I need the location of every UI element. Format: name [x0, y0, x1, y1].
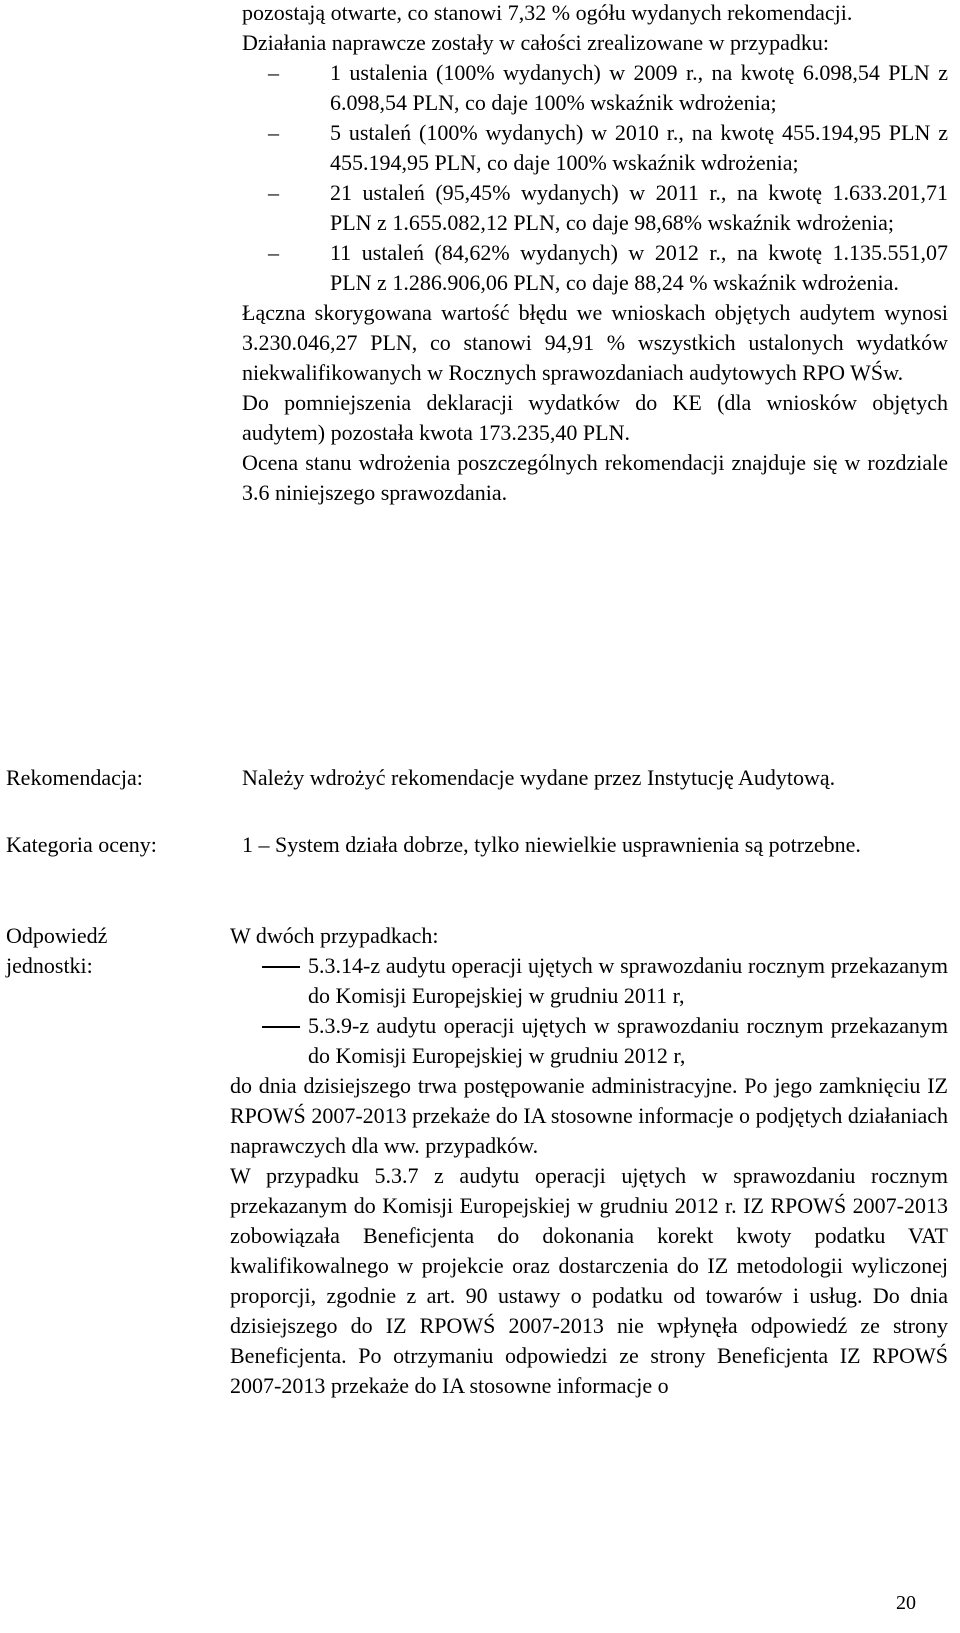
response-label [6, 921, 216, 981]
list-item-text: 21 ustaleń (95,45% wydanych) w 2011 r., na kwotę 1.633.201,71 PLN z 1.655.082,12 PLN, co daje 98,68% wskaźnik wdrożenia; [330, 180, 948, 235]
list-item [242, 238, 948, 298]
list-item [230, 1011, 948, 1071]
list-item [242, 58, 948, 118]
rating-text [242, 830, 948, 860]
response-block [230, 921, 948, 1401]
list-item [242, 178, 948, 238]
dash-marker: – [268, 120, 279, 145]
response-label-line1: Odpowiedź [6, 923, 108, 948]
intro-fixes-lead: Działania naprawcze zostały w całości zrealizowane w przypadku: [242, 30, 829, 55]
list-item-text: 5.3.9-z audytu operacji ujętych w sprawozdaniu rocznym przekazanym do Komisji Europejskiej w grudniu 2012 r, [308, 1013, 948, 1068]
response-label-line2: jednostki: [6, 953, 93, 978]
list-item-text: 1 ustalenia (100% wydanych) w 2009 r., na kwotę 6.098,54 PLN z 6.098,54 PLN, co daje 100% wskaźnik wdrożenia; [330, 60, 948, 115]
intro-remaining: pozostają otwarte, co stanowi 7,32 % ogółu wydanych rekomendacji. [242, 0, 853, 25]
list-item-text: 5 ustaleń (100% wydanych) w 2010 r., na kwotę 455.194,95 PLN z 455.194,95 PLN, co daje 100% wskaźnik wdrożenia; [330, 120, 948, 175]
rating-body: 1 – System działa dobrze, tylko niewielkie usprawnienia są potrzebne. [242, 832, 861, 857]
rating-label: Kategoria oceny: [6, 832, 157, 857]
list-item-text: 5.3.14-z audytu operacji ujętych w sprawozdaniu rocznym przekazanym do Komisji Europejskiej w grudniu 2011 r, [308, 953, 948, 1008]
list-item-text: 11 ustaleń (84,62% wydanych) w 2012 r., na kwotę 1.135.551,07 PLN z 1.286.906,06 PLN, co daje 88,24 % wskaźnik wdrożenia. [330, 240, 948, 295]
list-item [230, 951, 948, 1011]
summary-remaining-amount: Do pomniejszenia deklaracji wydatków do KE (dla wniosków objętych audytem) pozostała kwota 173.235,40 PLN. [242, 390, 948, 445]
recommendation-label: Rekomendacja: [6, 765, 143, 790]
page-number: 20 [896, 1592, 916, 1614]
recommendation-text [242, 763, 948, 793]
response-paragraph-1: do dnia dzisiejszego trwa postępowanie administracyjne. Po jego zamknięciu IZ RPOWŚ 2007-2013 przekaże do IA stosowne informacje o podjętych działaniach naprawczych dla ww. przypadków. [230, 1073, 948, 1158]
dash-marker [262, 1026, 300, 1028]
dash-marker: – [268, 180, 279, 205]
fixes-list [242, 58, 948, 298]
response-lead: W dwóch przypadkach: [230, 923, 439, 948]
response-paragraph-2: W przypadku 5.3.7 z audytu operacji ujętych w sprawozdaniu rocznym przekazanym do Komisji Europejskiej w grudniu 2012 r. IZ RPOWŚ 2007-2013 zobowiązała Beneficjenta do dokonania korekt kwoty podatku VAT kwalifikowalnego w projekcie oraz dostarczenia do IZ metodologii wyliczonej proporcji, zgodnie z art. 90 ustawy o podatku od towarów i usług. Do dnia dzisiejszego do IZ RPOWŚ 2007-2013 nie wpłynęła odpowiedź ze strony Beneficjenta. Po otrzymaniu odpowiedzi ze strony Beneficjenta IZ RPOWŚ 2007-2013 przekaże do IA stosowne informacje o [230, 1163, 948, 1398]
dash-marker [262, 966, 300, 968]
recommendation-body: Należy wdrożyć rekomendacje wydane przez Instytucję Audytową. [242, 765, 836, 790]
dash-marker: – [268, 60, 279, 85]
response-list [230, 951, 948, 1071]
summary-total-error: Łączna skorygowana wartość błędu we wnioskach objętych audytem wynosi 3.230.046,27 PLN, co stanowi 94,91 % wszystkich ustalonych wydatków niekwalifikowanych w Rocznych sprawozdaniach audytowych RPO WŚw. [242, 300, 948, 385]
intro-block [242, 0, 948, 508]
dash-marker: – [268, 240, 279, 265]
summary-reference: Ocena stanu wdrożenia poszczególnych rekomendacji znajduje się w rozdziale 3.6 niniejszego sprawozdania. [242, 450, 948, 505]
list-item [242, 118, 948, 178]
